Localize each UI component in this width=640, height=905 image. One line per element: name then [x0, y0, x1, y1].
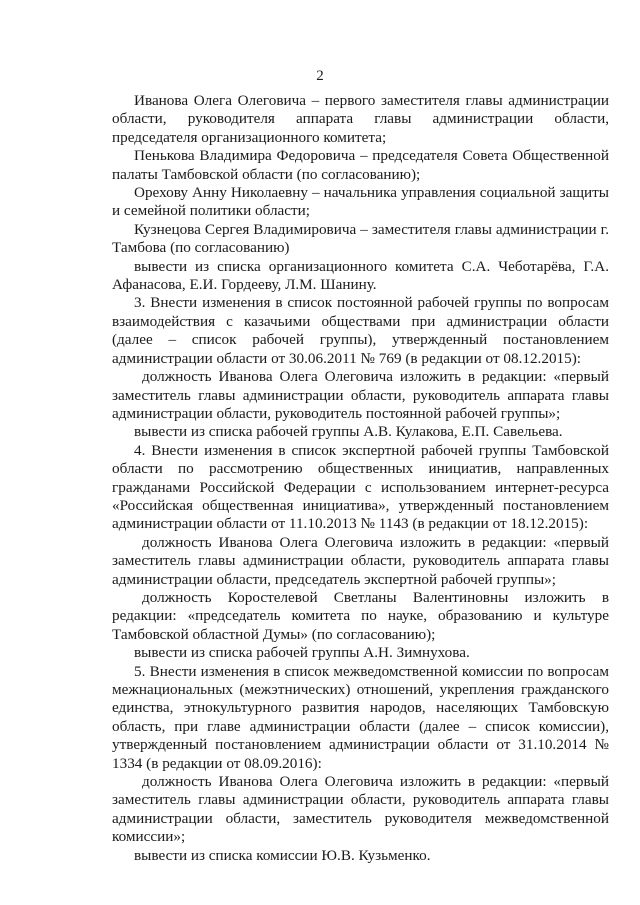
paragraph: 3. Внести изменения в список постоянной рабочей группы по вопросам взаимодействия с казачьими обществами при администрации области (далее – список рабочей группы), утвержденный постановлением администрации области от 30.06.2011 № 769 (в редакции от 08.12.2015):: [112, 294, 609, 367]
paragraph: должность Иванова Олега Олеговича изложить в редакции: «первый заместитель главы администрации области, руководитель аппарата главы администрации области, руководитель постоянной рабочей группы»;: [112, 368, 609, 422]
paragraph: вывести из списка рабочей группы А.В. Кулакова, Е.П. Савельева.: [134, 423, 563, 441]
document-body: [112, 92, 609, 865]
paragraph: должность Иванова Олега Олеговича изложить в редакции: «первый заместитель главы администрации области, руководитель аппарата главы администрации области, заместитель руководителя межведомственной комиссии»;: [112, 773, 609, 846]
paragraph: вывести из списка комиссии Ю.В. Кузьменко.: [134, 846, 431, 864]
paragraph: 4. Внести изменения в список экспертной рабочей группы Тамбовской области по рассмотрению общественных инициатив, направленных гражданами Российской Федерации с использованием интернет-ресурса «Российская общественная инициатива», утвержденный постановлением администрации области от 11.10.2013 № 1143 (в редакции от 18.12.2015):: [112, 441, 609, 533]
paragraph: Пенькова Владимира Федоровича – председателя Совета Общественной палаты Тамбовской области (по согласованию);: [112, 147, 609, 183]
paragraph: должность Иванова Олега Олеговича изложить в редакции: «первый заместитель главы администрации области, руководитель аппарата главы администрации области, председатель экспертной рабочей группы»;: [112, 533, 609, 588]
paragraph: Иванова Олега Олеговича – первого заместителя главы администрации области, руководителя аппарата главы администрации области, председателя организационного комитета;: [112, 92, 609, 146]
paragraph: 5. Внести изменения в список межведомственной комиссии по вопросам межнациональных (межэтнических) отношений, укрепления гражданского единства, этнокультурного развития народов, населяющих Тамбовскую область, при главе администрации области (далее – список комиссии), утвержденный постановлением администрации области от 31.10.2014 № 1334 (в редакции от 08.09.2016):: [112, 662, 609, 772]
page-number: 2: [316, 68, 324, 84]
paragraph: Орехову Анну Николаевну – начальника управления социальной защиты и семейной политики области;: [112, 184, 609, 220]
paragraph: Кузнецова Сергея Владимировича – заместителя главы администрации г. Тамбова (по согласованию): [112, 220, 609, 257]
paragraph: вывести из списка рабочей группы А.Н. Зимнухова.: [134, 644, 470, 662]
paragraph: должность Коростелевой Светланы Валентиновны изложить в редакции: «председатель комитета по науке, образованию и культуре Тамбовской областной Думы» (по согласованию);: [112, 588, 609, 643]
paragraph: вывести из списка организационного комитета С.А. Чеботарёва, Г.А. Афанасова, Е.И. Гордееву, Л.М. Шанину.: [112, 257, 609, 294]
